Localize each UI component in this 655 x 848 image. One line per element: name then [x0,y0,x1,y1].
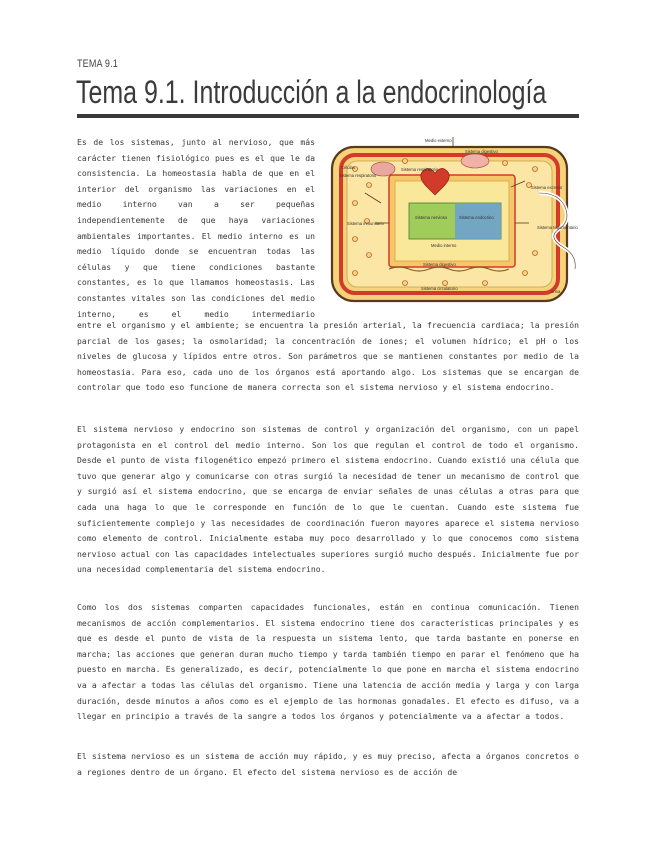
paragraph-4: El sistema nervioso es un sistema de acción muy rápido, y es muy preciso, afecta a órganos concretos o a regiones dentro de un órgano. El efecto del sistema nervioso es de acción de [77,751,579,777]
label-sistema-nervioso: Sistema nervioso [415,215,448,220]
page-title: Tema 9.1. Introducción a la endocrinología [76,74,547,110]
paragraph-1-wrapped: Es de los sistemas, junto al nervioso, que más carácter tienen fisiológico pues es el que le da consistencia. La homeostasia habla de que en el interior del organismo las variaciones en el medio interno van a ser pequeñas independientemente de que haya variaciones ambientales importantes. El medio interno es un medio líquido donde se encuentran todas las células y que tiene condiciones bastante constantes, es lo que llamamos homeostasis. Las constantes vitales son las condiciones del medio interno, es el medio intermediario [77,137,315,319]
title-rule [77,114,579,118]
homeostasis-diagram-svg [325,133,580,308]
label-sistema-excretor: Sistema excretor [531,185,563,190]
label-sistema-circulatorio: Sistema circulatorio [421,286,458,291]
paragraph-2: El sistema nervioso y endocrino son sistemas de control y organización del organismo, con un papel protagonista en el control del medio interno. Son los que regulan el control de todo el organismo. Desde el punto de vista filogenético empezó primero el sistema endocrino. Cuando existió una célula que tuvo que generar algo y comunicarse con otras surgió la necesidad de tener un mecanismo de control que y surgió así el sistema endocrino, que se encarga de enviar señales de unas células a otras para que cada una haga lo que le corresponde en función de lo que le cuentan. Cuando este sistema fue suficientemente complejo y las necesidades de coordinación fueron mayores aparece el sistema nervioso como elemento de control. Inicialmente estaba muy poco desarrollado y lo que conocemos como sistema nervioso actual con las capacidades intelectuales superiores surgió mucho después. Inicialmente fue por una necesidad complementaria del sistema endocrino. [77,424,579,575]
paragraph-3: Como los dos sistemas comparten capacidades funcionales, están en continua comunicación. Tienen mecanismos de acción complementarios. El sistema endocrino tiene dos características principales y es que es desde el punto de vista de la respuesta un sistema lento, que tarda bastante en ponerse en marcha; las acciones que generan duran mucho tiempo y tarda también tiempo en parar el fenómeno que ha puesto en marcha. Es generalizado, es decir, potencialmente lo que pone en marcha el sistema endocrino va a afectar a todas las células del organismo. Tiene una latencia de acción media y larga y con larga duración, desde minutos a años como es el ejemplo de las hormonas gonadales. El efecto es difuso, va a llegar en principio a través de la sangre a todos los órganos y potencialmente va a afectar a todos. [77,602,579,722]
section-tag: TEMA 9.1 [77,58,118,70]
label-sistema-digestivo: Sistema digestivo [423,262,456,267]
label-sistema-inmunitario: Sistema inmunitario [347,221,384,226]
homeostasis-diagram [325,133,580,308]
label-medio-externo: Medio externo [425,138,452,143]
paragraph-1-continued: entre el organismo y el ambiente; se encuentra la presión arterial, la frecuencia cardiaca; la presión parcial de los gases; la osmolaridad; la concentración de iones; el volumen hídrico; el pH o los niveles de glucosa y lípidos entre otros. Son parámetros que se mantienen constantes por medio de la homeostasia. Para eso, cada uno de los órganos está aportando algo. Los sistemas que se encargan de controlar que todo eso funcione de manera correcta son el sistema nervioso y el sistema endocrino. [77,320,579,393]
label-sistema-respiratorio-top: Sistema respiratorio [401,167,439,172]
label-sistema-digestivo-top: Sistema digestivo [465,149,498,154]
label-orina: orina [551,289,561,294]
label-medio-interno: Medio interno [431,243,457,248]
label-celulas: Células [341,165,355,170]
label-sistema-endocrino: Sistema endocrino [459,215,494,220]
label-sistema-respiratorio-left: Sistema respiratorio [339,173,377,178]
label-sistema-tegumentario: Sistema tegumentario [537,225,578,230]
